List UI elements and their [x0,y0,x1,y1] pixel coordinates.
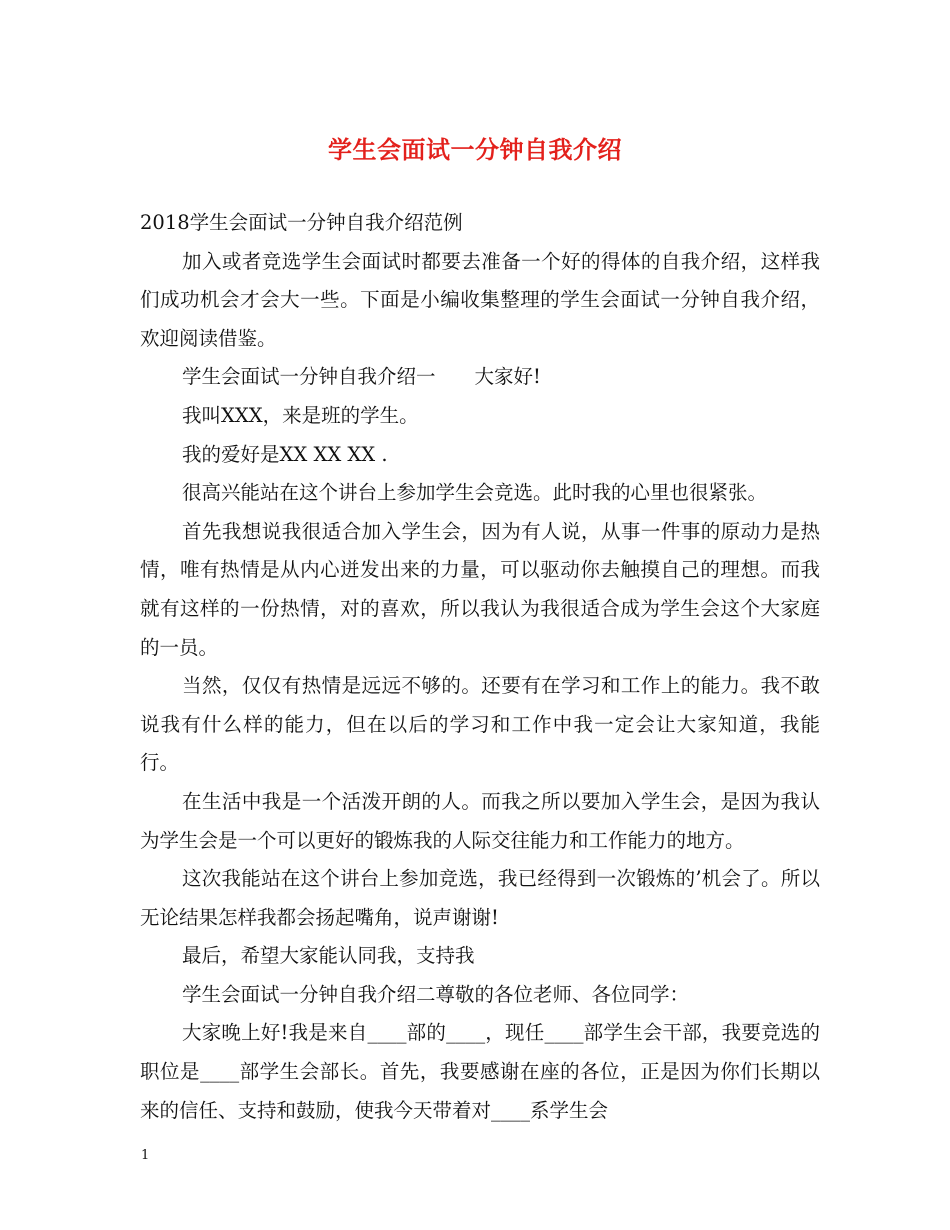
intro-paragraph: 加入或者竞选学生会面试时都要去准备一个好的得体的自我介绍，这样我们成功机会才会大一些。下面是小编收集整理的学生会面试一分钟自我介绍，欢迎阅读借鉴。 [140,249,820,350]
body-paragraph: 大家晚上好!我是来自____部的____，现任____部学生会干部，我要竞选的职位是____部学生会部长。首先，我要感谢在座的各位，正是因为你们长期以来的信任、支持和鼓励，使我今天带着对____系学生会 [140,1021,820,1122]
body-paragraph: 我叫XXX，来是班的学生。 [182,403,419,427]
page-number: 1 [141,1148,150,1163]
body-paragraph: 最后，希望大家能认同我，支持我 [182,944,475,968]
section-two-heading: 学生会面试一分钟自我介绍二尊敬的各位老师、各位同学： [182,982,690,1006]
body-paragraph: 我的爱好是XX XX XX . [182,442,388,466]
body-paragraph: 很高兴能站在这个讲台上参加学生会竞选。此时我的心里也很紧张。 [182,481,768,505]
document-title: 学生会面试一分钟自我介绍 [328,135,622,164]
section-one-heading: 学生会面试一分钟自我介绍一 大家好! [182,365,541,389]
document-body [140,204,820,1130]
body-paragraph: 在生活中我是一个活泼开朗的人。而我之所以要加入学生会，是因为我认为学生会是一个可以更好的锻炼我的人际交往能力和工作能力的地方。 [140,789,820,852]
subtitle-paragraph: 2018学生会面试一分钟自我介绍范例 [140,211,463,234]
body-paragraph: 这次我能站在这个讲台上参加竞选，我已经得到一次锻炼的’机会了。所以无论结果怎样我都会扬起嘴角，说声谢谢! [140,867,820,929]
body-paragraph: 首先我想说我很适合加入学生会，因为有人说，从事一件事的原动力是热情，唯有热情是从内心迸发出来的力量，可以驱动你去触摸自己的理想。而我就有这样的一份热情，对的喜欢，所以我认为我很适合成为学生会这个大家庭的一员。 [140,519,820,659]
body-paragraph: 当然，仅仅有热情是远远不够的。还要有在学习和工作上的能力。我不敢说我有什么样的能力，但在以后的学习和工作中我一定会让大家知道，我能行。 [140,674,820,775]
